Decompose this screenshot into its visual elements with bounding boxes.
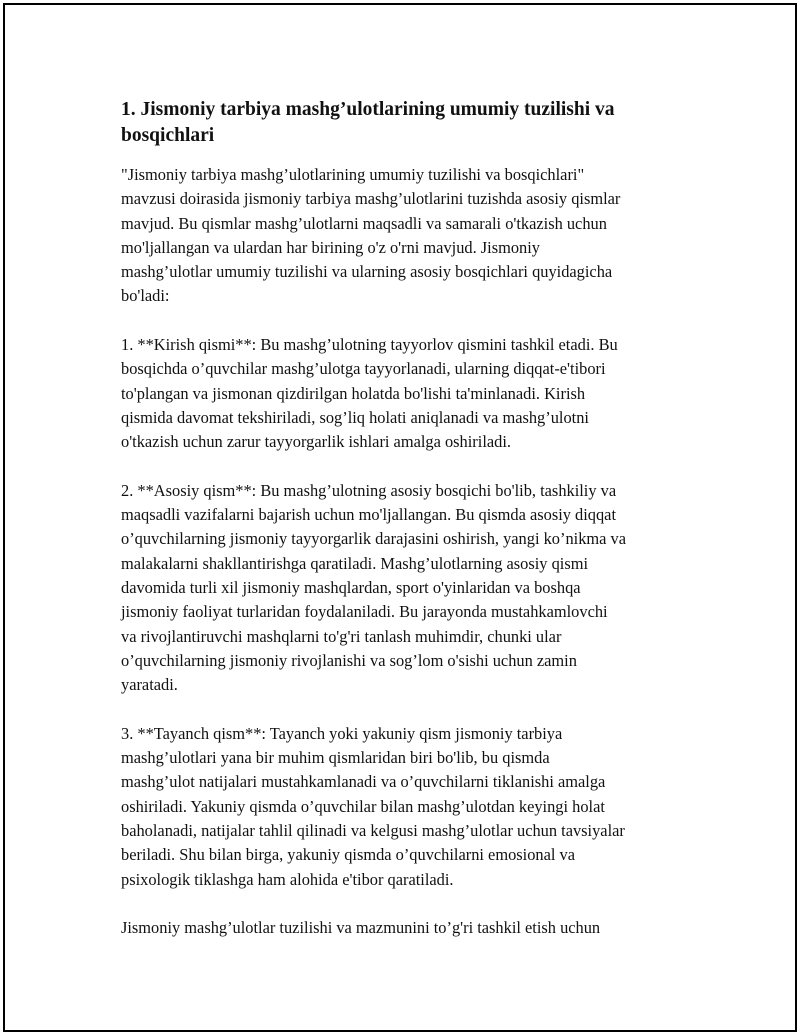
document-body [121, 97, 695, 941]
paragraph-asosiy-qism: 2. **Asosiy qism**: Bu mashg’ulotning asosiy bosqichi bo'lib, tashkiliy va maqsadli vazifalarni bajarish uchun mo'ljallangan. Bu qismda asosiy diqqat o’quvchilarning jismoniy tayyorgarlik darajasini oshirish, yangi ko’nikma va malakalarni shakllantirishga qaratiladi. Mashg’ulotlarning asosiy qismi davomida turli xil jismoniy mashqlardan, sport o'yinlaridan va boshqa jismoniy faoliyat turlaridan foydalaniladi. Bu jarayonda mustahkamlovchi va rivojlantiruvchi mashqlarni to'g'ri tanlash muhimdir, chunki ular o’quvchilarning jismoniy rivojlanishi va sog’lom o'sishi uchun zamin yaratadi. [121, 480, 626, 695]
paragraph-kirish-qismi: 1. **Kirish qismi**: Bu mashg’ulotning tayyorlov qismini tashkil etadi. Bu bosqichda o’quvchilar mashg’ulotga tayyorlanadi, ularning diqqat-e'tibori to'plangan va jismonan qizdirilgan holatda bo'lishi ta'minlanadi. Kirish qismida davomat tekshiriladi, sog’liq holati aniqlanadi va mashg’ulotni o'tkazish uchun zarur tayyorgarlik ishlari amalga oshiriladi. [121, 335, 618, 452]
page-frame [3, 3, 797, 1032]
intro-paragraph: "Jismoniy tarbiya mashg’ulotlarining umumiy tuzilishi va bosqichlari" mavzusi doirasida jismoniy tarbiya mashg’ulotlarini tuzishda asosiy qismlar mavjud. Bu qismlar mashg’ulotlarni maqsadli va samarali o'tkazish uchun mo'ljallangan va ulardan har birining o'z o'rni mavjud. Jismoniy mashg’ulotlar umumiy tuzilishi va ularning asosiy bosqichlari quyidagicha bo'ladi: [121, 165, 621, 306]
paragraph-tayanch-qism: 3. **Tayanch qism**: Tayanch yoki yakuniy qism jismoniy tarbiya mashg’ulotlari yana bir muhim qismlaridan biri bo'lib, bu qismda mashg’ulot natijalari mustahkamlanadi va o’quvchilarni tiklanishi amalga oshiriladi. Yakuniy qismda o’quvchilar bilan mashg’ulotdan keyingi holat baholanadi, natijalar tahlil qilinadi va kelgusi mashg’ulotlar uchun tavsiyalar beriladi. Shu bilan birga, yakuniy qismda o’quvchilarni emosional va psixologik tiklashga ham alohida e'tibor qaratiladi. [121, 723, 625, 889]
section-heading: 1. Jismoniy tarbiya mashg’ulotlarining umumiy tuzilishi va bosqichlari [121, 99, 615, 146]
closing-paragraph: Jismoniy mashg’ulotlar tuzilishi va mazmunini to’g'ri tashkil etish uchun [121, 918, 601, 938]
